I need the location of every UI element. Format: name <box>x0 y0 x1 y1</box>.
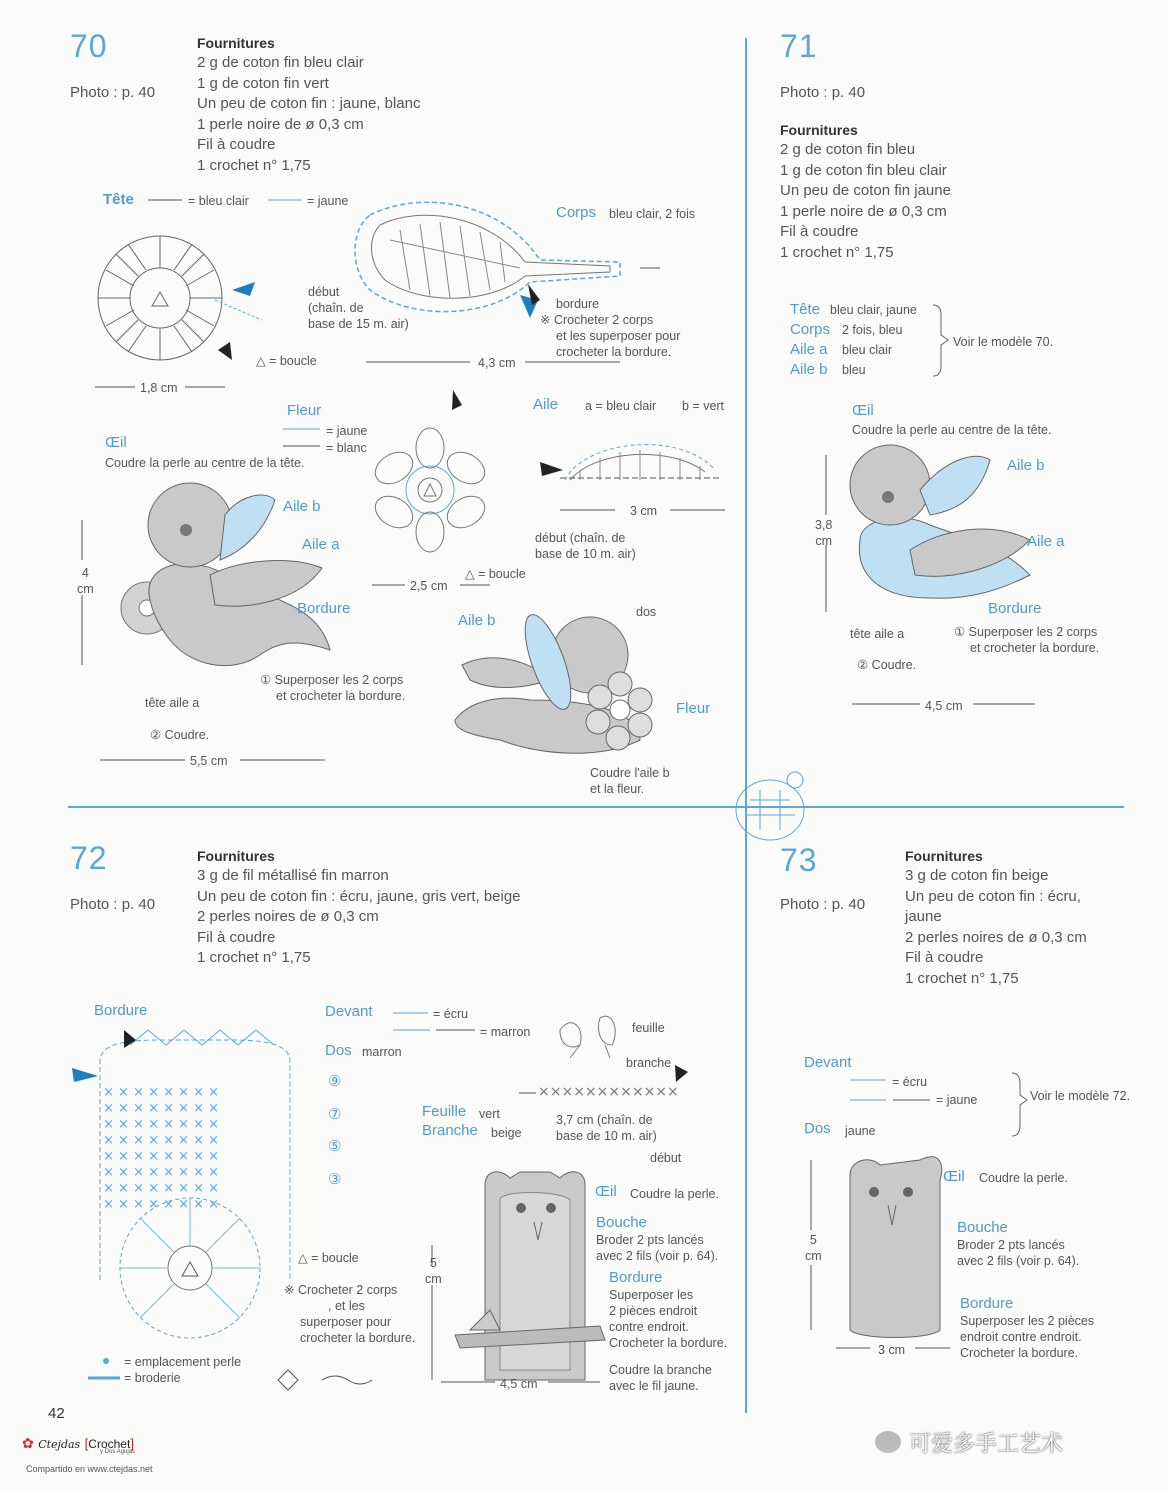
fournitures-list-71 <box>780 140 951 263</box>
note-line: base de 10 m. air) <box>535 547 636 561</box>
legend-devant-jaune-73: = jaune <box>936 1093 978 1107</box>
part-name: Tête <box>790 301 821 318</box>
bouche-note-73 <box>957 1237 1079 1269</box>
wing-chart-70 <box>560 445 720 480</box>
fourniture-item: 1 crochet n° 1,75 <box>905 969 1019 987</box>
fourniture-item: Un peu de coton fin : écru, <box>905 887 1081 905</box>
dim-3-8cm <box>815 517 832 549</box>
debut-note-wing <box>535 530 636 562</box>
label-bouche-72: Bouche <box>596 1214 647 1231</box>
fournitures-list-70 <box>197 53 421 176</box>
fourniture-item: 1 perle noire de ø 0,3 cm <box>197 115 364 133</box>
legend-devant-ecru: = écru <box>433 1007 469 1021</box>
note-line: Coudre la branche <box>609 1363 712 1377</box>
parts-list-71 <box>790 301 917 381</box>
label-aile-b-back: Aile b <box>458 612 496 629</box>
row-numbers-72 <box>328 1066 341 1196</box>
shared-link[interactable]: Compartido en www.ctejdas.net <box>26 1464 153 1474</box>
label-dos-70: dos <box>636 605 657 619</box>
legend-aile-b: b = vert <box>682 399 725 413</box>
fourniture-item: 3 g de fil métallisé fin marron <box>197 867 389 884</box>
dim-4-5cm-72: 4,5 cm <box>500 1377 538 1391</box>
note-line: ① Superposer les 2 corps <box>954 625 1098 639</box>
oeil-note-73: Coudre la perle. <box>979 1171 1068 1185</box>
part-row <box>790 341 917 361</box>
label-aile-b-70: Aile b <box>283 498 321 515</box>
coudre-aile-note <box>590 765 670 797</box>
row-number: ③ <box>328 1170 342 1188</box>
note-line: début (chaîn. de <box>535 531 626 545</box>
label-branche: Branche <box>422 1122 478 1139</box>
label-bordure-owl-72: Bordure <box>609 1269 663 1286</box>
svg-text:× × × × × × × ×: × × × × × × × × <box>103 1197 220 1212</box>
note-line: Coudre l'aile b <box>590 766 670 780</box>
photo-ref-72: Photo : p. 40 <box>70 896 156 913</box>
voir-modele-72: Voir le modèle 72. <box>1030 1089 1131 1103</box>
part-name: Aile a <box>790 341 828 358</box>
dim-value: 3,8 <box>815 518 833 532</box>
label-devant-72: Devant <box>325 1003 373 1020</box>
legend-aile-a: a = bleu clair <box>585 399 657 413</box>
note-line: Superposer les <box>609 1288 694 1302</box>
part-row <box>790 321 917 341</box>
branche-color: beige <box>491 1126 522 1140</box>
note-line: et crocheter la bordure. <box>970 641 1100 655</box>
flower-icon: ✿ <box>22 1435 34 1451</box>
fourniture-item: 1 crochet n° 1,75 <box>197 156 311 174</box>
note-line: Crocheter la bordure. <box>609 1336 728 1350</box>
fourniture-item: 2 g de coton fin bleu clair <box>197 54 364 71</box>
dim-value: 5 <box>809 1233 817 1247</box>
wechat-icon <box>875 1431 901 1453</box>
note-line: endroit contre endroit. <box>960 1330 1082 1344</box>
label-oeil-71: Œil <box>852 402 874 419</box>
bird-back-70 <box>455 610 652 754</box>
part-color: 2 fois, bleu <box>842 323 903 337</box>
fournitures-list-73 <box>905 866 1087 989</box>
logo-name: Ctejdas <box>38 1438 81 1451</box>
dim-2-5cm: 2,5 cm <box>410 579 448 593</box>
label-branche-diagram: branche <box>626 1056 672 1070</box>
fourniture-item: Fil à coudre <box>197 136 276 153</box>
note-line: Superposer les 2 pièces <box>960 1314 1095 1328</box>
row-number: ⑦ <box>328 1105 342 1123</box>
corps-note: bleu clair, 2 fois <box>609 207 696 221</box>
oeil-note-72: Coudre la perle. <box>630 1187 719 1201</box>
note-line: 2 pièces endroit <box>609 1304 698 1318</box>
note-line: et la fleur. <box>590 782 645 796</box>
bordure-note-72 <box>609 1287 727 1351</box>
row-number: ⑤ <box>328 1138 342 1155</box>
label-feuille: Feuille <box>422 1103 467 1120</box>
note-line: et crocheter la bordure. <box>276 689 406 703</box>
owl-72 <box>455 1172 605 1380</box>
note-line: ※ Crocheter 2 corps <box>540 313 654 327</box>
label-bordure-70: Bordure <box>297 600 351 617</box>
note-line: bordure <box>556 297 600 311</box>
svg-text:× × × × × × × ×: × × × × × × × × <box>103 1149 220 1164</box>
note-line: base de 15 m. air) <box>308 317 409 331</box>
fourniture-item: Un peu de coton fin jaune <box>780 182 951 199</box>
dim-unit: cm <box>805 1249 822 1263</box>
label-bordure-71: Bordure <box>988 600 1042 617</box>
fournitures-heading-73: Fournitures <box>905 848 983 864</box>
note-line: superposer pour <box>300 1315 392 1329</box>
dim-5cm-72 <box>425 1255 442 1287</box>
legend-fleur-blanc: = blanc <box>326 441 367 455</box>
part-row <box>790 361 917 381</box>
fournitures-heading-70: Fournitures <box>197 35 275 51</box>
dim-unit: cm <box>425 1272 442 1286</box>
part-color: bleu clair <box>842 343 893 357</box>
dim-5-5cm: 5,5 cm <box>190 754 228 768</box>
photo-ref-70: Photo : p. 40 <box>70 84 156 101</box>
fourniture-item: 3 g de coton fin beige <box>905 867 1049 884</box>
coudre-note-70: ② Coudre. <box>150 728 210 742</box>
logo-sub: y Dos Agujas <box>100 1449 136 1455</box>
svg-text:× × × × × × × ×: × × × × × × × × <box>103 1117 220 1132</box>
superposer-note-70 <box>260 672 405 704</box>
coudre-note-71: ② Coudre. <box>857 658 917 672</box>
dim-5cm-73 <box>805 1232 822 1264</box>
part-color: bleu <box>842 363 866 377</box>
voir-modele-70: Voir le modèle 70. <box>953 335 1054 349</box>
tete-aile-label-71: tête aile a <box>850 627 905 641</box>
bird-71 <box>850 445 1030 598</box>
oeil-note-70: Coudre la perle au centre de la tête. <box>105 456 305 470</box>
photo-ref-73: Photo : p. 40 <box>780 896 866 913</box>
feuille-color: vert <box>479 1107 500 1121</box>
fourniture-item: 2 perles noires de ø 0,3 cm <box>197 908 379 925</box>
label-fleur: Fleur <box>287 402 322 419</box>
note-line: contre endroit. <box>609 1320 689 1334</box>
label-oeil-72: Œil <box>595 1183 617 1200</box>
note-line: base de 10 m. air) <box>556 1129 657 1143</box>
label-feuille-diagram: feuille <box>632 1021 665 1035</box>
note-line: début <box>308 285 340 299</box>
dim-value: 5 <box>429 1256 437 1270</box>
legend-boucle-72: △ = boucle <box>298 1251 359 1265</box>
fourniture-item: jaune <box>905 908 942 925</box>
note-line: (chaîn. de <box>308 301 364 315</box>
label-aile-a-70: Aile a <box>302 536 340 553</box>
note-line: avec le fil jaune. <box>609 1379 699 1393</box>
bordure-note-73 <box>960 1313 1094 1361</box>
model-number-71: 71 <box>780 28 818 64</box>
note-line: avec 2 fils (voir p. 64). <box>596 1249 719 1263</box>
note-line: ※ Crocheter 2 corps <box>284 1283 398 1297</box>
note-line: Broder 2 pts lancés <box>596 1233 704 1247</box>
chain-note-72 <box>556 1112 657 1144</box>
turtle-decoration <box>736 772 804 840</box>
note-line: Crocheter la bordure. <box>960 1346 1079 1360</box>
legend-devant-marron: = marron <box>480 1025 531 1039</box>
svg-text:× × × × × × × ×: × × × × × × × × <box>103 1085 220 1100</box>
svg-text:× × × × × × × ×: × × × × × × × × <box>103 1101 220 1116</box>
logo-crochet: Crochet <box>88 1437 131 1451</box>
dim-value: 4 <box>81 566 89 580</box>
fourniture-item: 2 perles noires de ø 0,3 cm <box>905 928 1087 946</box>
fournitures-heading-71: Fournitures <box>780 122 858 138</box>
svg-text:× × × × × × × ×: × × × × × × × × <box>103 1165 220 1180</box>
label-fleur-back: Fleur <box>676 700 711 717</box>
dim-unit: cm <box>77 582 94 596</box>
dos-note-72: marron <box>362 1045 402 1059</box>
legend-boucle-flower: △ = boucle <box>465 567 526 581</box>
legend-fleur-jaune: = jaune <box>326 424 368 438</box>
note-line: crocheter la bordure. <box>300 1331 416 1345</box>
label-aile-b-71: Aile b <box>1007 457 1045 474</box>
debut-note-70 <box>308 284 409 332</box>
branche-note-72 <box>609 1362 712 1394</box>
legend-boucle-70: △ = boucle <box>256 354 317 368</box>
label-aile: Aile <box>533 396 559 413</box>
legend-tete-jaune: = jaune <box>307 194 349 208</box>
legend-tete-bleu-clair: = bleu clair <box>188 194 249 208</box>
fourniture-item: Un peu de coton fin : jaune, blanc <box>197 95 421 112</box>
label-oeil-73: Œil <box>943 1168 965 1185</box>
fourniture-item: Un peu de coton fin : écru, jaune, gris vert, beige <box>197 887 521 905</box>
label-dos-73: Dos <box>804 1120 831 1137</box>
fourniture-item: Fil à coudre <box>197 928 276 946</box>
fourniture-item: 1 g de coton fin bleu clair <box>780 161 947 179</box>
fournitures-list-72 <box>197 866 521 969</box>
svg-text:××××××××××××: ×××××××××××× <box>538 1084 679 1100</box>
fourniture-item: 1 perle noire de ø 0,3 cm <box>780 202 947 220</box>
part-name: Corps <box>790 321 831 338</box>
label-bordure-72: Bordure <box>94 1002 148 1019</box>
note-line: crocheter la bordure. <box>556 345 672 359</box>
dim-3cm: 3 cm <box>630 504 658 518</box>
part-name: Aile b <box>790 361 828 378</box>
dos-note-73: jaune <box>845 1124 876 1138</box>
dim-3cm-73: 3 cm <box>878 1343 906 1357</box>
label-devant-73: Devant <box>804 1054 852 1071</box>
part-row <box>790 301 917 321</box>
fourniture-item: 1 crochet n° 1,75 <box>780 243 894 261</box>
label-dos-72: Dos <box>325 1042 352 1059</box>
tete-aile-label-70: tête aile a <box>145 696 200 710</box>
dim-4cm <box>77 565 94 597</box>
oeil-note-71: Coudre la perle au centre de la tête. <box>852 423 1052 437</box>
fourniture-item: Fil à coudre <box>780 223 859 240</box>
bouche-note-72 <box>596 1232 718 1264</box>
model-number-70: 70 <box>70 28 108 64</box>
row-number: ⑨ <box>328 1073 342 1090</box>
svg-text:× × × × × × × ×: × × × × × × × × <box>103 1133 220 1148</box>
owl-73 <box>850 1157 942 1338</box>
label-aile-a-71: Aile a <box>1027 533 1065 550</box>
legend-devant-ecru-73: = écru <box>892 1075 928 1089</box>
note-line: , et les <box>328 1299 365 1313</box>
label-tete: Tête <box>103 191 134 208</box>
model-number-72: 72 <box>70 840 108 876</box>
fourniture-item: 2 g de coton fin bleu <box>780 141 916 158</box>
watermark-text: 可爱多手工艺术 <box>909 1430 1064 1456</box>
note-line: et les superposer pour <box>556 329 681 343</box>
label-bouche-73: Bouche <box>957 1219 1008 1236</box>
note-line: ① Superposer les 2 corps <box>260 673 404 687</box>
fournitures-heading-72: Fournitures <box>197 848 275 864</box>
photo-ref-71: Photo : p. 40 <box>780 84 866 101</box>
svg-text:× × × × × × × ×: × × × × × × × × <box>103 1181 220 1196</box>
page-number: 42 <box>48 1405 65 1422</box>
label-oeil-70: Œil <box>105 434 127 451</box>
note-line: Broder 2 pts lancés <box>957 1238 1065 1252</box>
model-number-73: 73 <box>780 842 818 878</box>
dim-4-3cm: 4,3 cm <box>478 356 516 370</box>
debut-label-72: début <box>650 1151 682 1165</box>
note-line: 3,7 cm (chaîn. de <box>556 1113 653 1127</box>
source-logo: ✿ Ctejdas [Crochet] y Dos Agujas <box>22 1435 136 1455</box>
legend-broderie: = broderie <box>124 1371 181 1385</box>
dim-4-5cm-71: 4,5 cm <box>925 699 963 713</box>
fourniture-item: Fil à coudre <box>905 949 984 966</box>
owl-stitch-grid <box>103 1085 219 1212</box>
crocheter-note-72 <box>284 1282 415 1346</box>
superposer-note-71 <box>954 624 1099 656</box>
bordure-note-70 <box>540 296 680 360</box>
dim-1-8cm: 1,8 cm <box>140 381 178 395</box>
fourniture-item: 1 crochet n° 1,75 <box>197 949 311 966</box>
label-corps: Corps <box>556 204 597 221</box>
label-bordure-73: Bordure <box>960 1295 1014 1312</box>
legend-perle: = emplacement perle <box>124 1355 242 1369</box>
fourniture-item: 1 g de coton fin vert <box>197 74 329 92</box>
watermark <box>875 1428 1125 1456</box>
note-line: avec 2 fils (voir p. 64). <box>957 1254 1080 1268</box>
head-chart-70 <box>98 236 262 360</box>
flower-chart-70 <box>370 428 491 552</box>
part-color: bleu clair, jaune <box>830 303 917 317</box>
dim-unit: cm <box>815 534 833 548</box>
